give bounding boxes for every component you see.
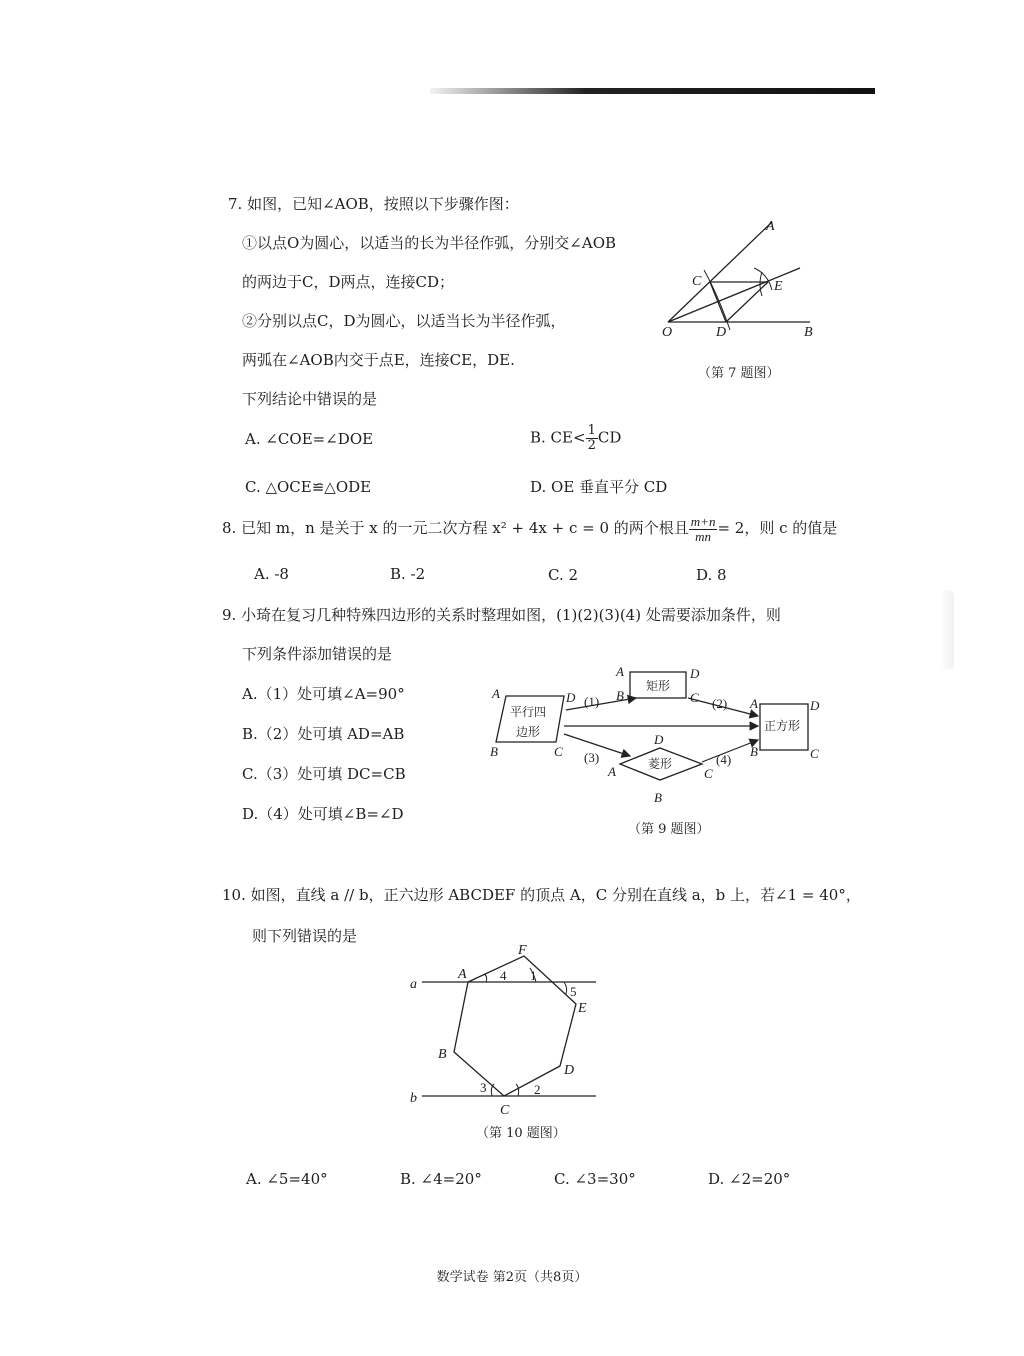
label-f: F (518, 943, 527, 958)
q8-option-c: C. 2 (548, 566, 579, 584)
p-label-a: A (492, 686, 500, 701)
r-label-d: D (690, 666, 700, 681)
label-o: O (662, 325, 673, 340)
label-line-a: a (410, 977, 417, 992)
q8-option-a: A. -8 (254, 565, 289, 583)
q9-stem-line2: 下列条件添加错误的是 (242, 645, 393, 663)
label-d: D (564, 1063, 575, 1078)
s-label-c: C (810, 746, 819, 761)
fraction-numerator: 1 (587, 423, 596, 438)
q8-stem-prefix: 8. 已知 m，n 是关于 x 的一元二次方程 x² + 4x + c = 0 的两个根且 (222, 519, 689, 537)
cond-3: (3) (584, 750, 600, 765)
r-label-c: C (690, 690, 699, 705)
q10-option-c: C. ∠3=30° (554, 1170, 636, 1188)
q7-option-b-suffix: CD (597, 428, 622, 447)
fraction-numerator: m+n (690, 513, 716, 529)
angle-1-label: 1 (530, 968, 537, 983)
q8-stem (222, 512, 837, 544)
q7-step1b: 的两边于C，D两点，连接CD； (242, 273, 455, 291)
fraction-denominator: mn (695, 528, 712, 544)
segment-cd (710, 282, 726, 322)
s-label-d: D (810, 698, 820, 713)
angle-2-label: 2 (534, 1082, 541, 1097)
r-label-b: B (616, 688, 624, 703)
q9-option-c: C.（3）处可填 DC=CB (242, 765, 406, 783)
angle-4-label: 4 (500, 968, 507, 983)
label-b: B (438, 1047, 447, 1062)
top-scan-bar (430, 88, 875, 94)
p-label-b: B (490, 744, 498, 759)
s-label-b: B (750, 744, 758, 759)
q10-figure (400, 938, 610, 1118)
q10-caption: （第 10 题图） (476, 1126, 566, 1141)
cond-4: (4) (716, 752, 732, 767)
p-label-c: C (554, 744, 563, 759)
label-c: C (692, 274, 702, 289)
label-d: D (716, 325, 727, 340)
parallelogram-label-2: 边形 (516, 725, 541, 739)
q10-stem-line1: 10. 如图，直线 a // b，正六边形 ABCDEF 的顶点 A，C 分别在直线 a，b 上，若∠1 = 40°， (222, 886, 861, 904)
rh-label-d: D (654, 732, 664, 747)
q9-figure (480, 660, 830, 810)
q7-stem: 7. 如图，已知∠AOB，按照以下步骤作图： (228, 195, 519, 213)
q7-option-b (530, 424, 621, 453)
q9-option-d: D.（4）处可填∠B=∠D (242, 805, 404, 823)
hexagon-abcdef (454, 956, 576, 1096)
label-a: A (766, 219, 775, 234)
parallelogram-label-1: 平行四 (510, 705, 547, 719)
rh-label-a: A (608, 764, 616, 779)
q7-ask: 下列结论中错误的是 (242, 390, 378, 408)
q9-option-b: B.（2）处可填 AD=AB (242, 725, 405, 743)
rhombus-label: 菱形 (648, 757, 673, 771)
cond-2: (2) (712, 696, 728, 711)
p-label-d: D (566, 690, 576, 705)
scan-shadow (940, 590, 954, 670)
s-label-a: A (750, 696, 758, 711)
q8-stem-suffix: = 2，则 c 的值是 (717, 519, 838, 537)
rectangle-label: 矩形 (646, 679, 671, 693)
q9-option-a: A.（1）处可填∠A=90° (242, 685, 405, 703)
label-line-b: b (410, 1091, 417, 1106)
q8-option-d: D. 8 (696, 566, 727, 584)
q7-caption: （第 7 题图） (698, 366, 780, 381)
q7-option-b-fraction (586, 424, 598, 453)
q7-option-a: A. ∠COE=∠DOE (245, 430, 374, 448)
q7-step2a: ②分别以点C，D为圆心，以适当长为半径作弧， (242, 312, 566, 330)
q9-caption: （第 9 题图） (628, 822, 710, 837)
square-label: 正方形 (764, 719, 801, 733)
angle-4-arc (484, 974, 487, 982)
q10-option-d: D. ∠2=20° (708, 1170, 791, 1188)
page-footer: 数学试卷 第2页（共8页） (436, 1270, 588, 1285)
q10-stem-line2: 则下列错误的是 (252, 927, 358, 945)
q7-option-d: D. OE 垂直平分 CD (530, 478, 668, 496)
cond-1: (1) (584, 694, 600, 709)
label-e: E (578, 1001, 587, 1016)
q10-option-b: B. ∠4=20° (400, 1170, 482, 1188)
label-a: A (458, 967, 467, 982)
segment-de (726, 282, 768, 322)
label-c: C (500, 1103, 510, 1118)
arrow-1 (566, 698, 636, 710)
q10-option-a: A. ∠5=40° (246, 1170, 328, 1188)
q7-step2b: 两弧在∠AOB内交于点E，连接CE，DE. (242, 351, 515, 369)
q8-option-b: B. -2 (390, 565, 426, 583)
q7-option-c: C. △OCE≌△ODE (245, 478, 372, 496)
fraction-denominator: 2 (587, 438, 596, 453)
q7-option-b-prefix: B. CE< (530, 428, 586, 447)
label-e: E (774, 279, 783, 294)
q8-fraction (689, 515, 718, 544)
angle-5-arc (564, 982, 567, 994)
rh-label-b: B (654, 790, 662, 805)
q7-step1a: ①以点O为圆心，以适当的长为半径作弧，分别交∠AOB (242, 234, 617, 252)
angle-3-label: 3 (480, 1080, 487, 1095)
rh-label-c: C (704, 766, 713, 781)
q7-figure (650, 210, 830, 350)
angle-5-label: 5 (570, 984, 577, 999)
q9-stem-line1: 9. 小琦在复习几种特殊四边形的关系时整理如图，(1)(2)(3)(4) 处需要添加条件，则 (222, 606, 781, 624)
label-b: B (804, 325, 813, 340)
r-label-a: A (616, 664, 624, 679)
